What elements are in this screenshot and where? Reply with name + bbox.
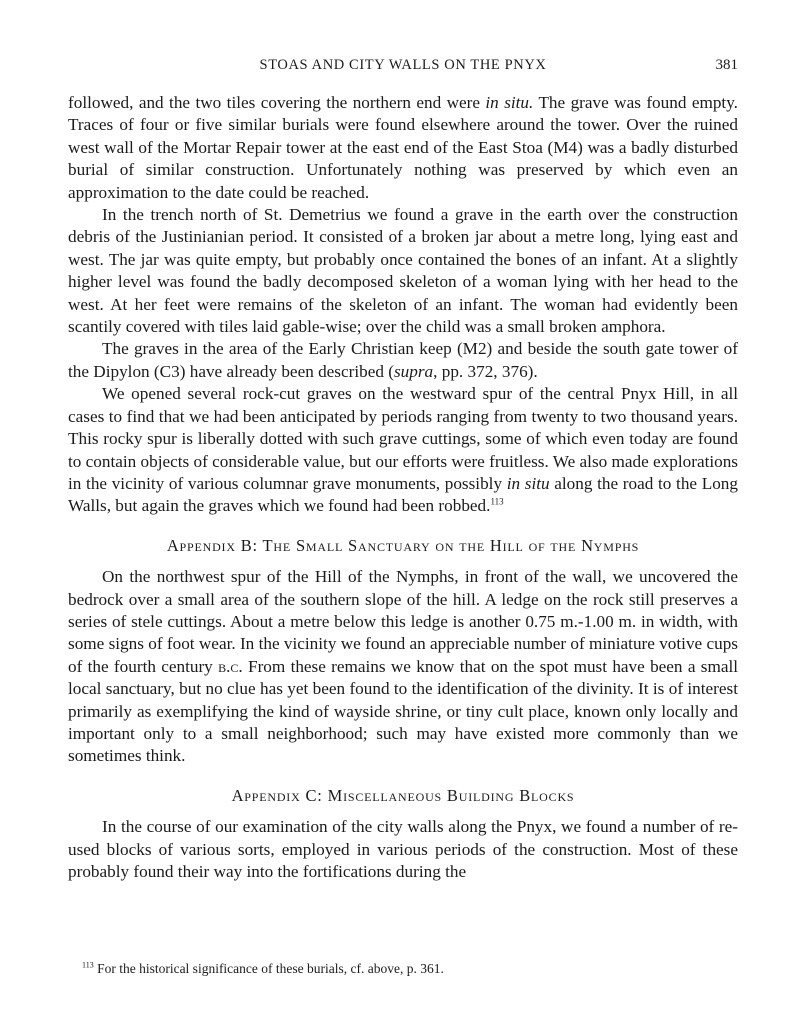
text-run: The grave was found empty. Traces of four or five similar burials were found elsewhere around the tower. Over the ruined west wall of the Mortar Repair tower at the east end of the East Stoa (M4) was a badly disturbed burial of similar construction. Unfortunately nothing was preserved by which even an approximation to the date could be reached. [68, 93, 738, 202]
paragraph-1 [68, 92, 738, 204]
footnote-number: 113 [82, 960, 94, 970]
footnote-text: For the historical significance of these burials, cf. above, p. 361. [93, 961, 444, 976]
italic-run: supra [393, 361, 434, 381]
appendix-b-heading: Appendix B: The Small Sanctuary on the Hill of the Nymphs [166, 535, 640, 555]
paragraph-4 [68, 383, 738, 517]
paragraph-6 [68, 816, 738, 883]
running-head [68, 57, 738, 79]
page-number: 381 [715, 57, 738, 73]
paragraph-3 [68, 338, 738, 383]
footnote-reference[interactable]: 113 [490, 496, 504, 507]
text-run: followed, and the two tiles covering the northern end were [68, 93, 486, 112]
paragraph-5 [68, 566, 738, 768]
appendix-c-heading: Appendix C: Miscellaneous Building Blocks [231, 785, 575, 805]
text-run: The graves in the area of the Early Christian keep (M2) and beside the south gate tower of the Dipylon (C3) have already been described ( [68, 339, 738, 381]
italic-run: in situ. [485, 93, 534, 112]
smallcaps-run: b.c. [218, 656, 243, 676]
paragraph-2 [68, 204, 738, 338]
text-run: , pp. 372, 376). [433, 361, 538, 381]
italic-run: in situ [506, 473, 550, 493]
text-run: In the trench north of St. Demetrius we found a grave in the earth over the construction debris of the Justinianian period. It consisted of a broken jar about a metre long, lying east and west. The jar was quite empty, but probably once contained the bones of an infant. At a slightly higher level was found the badly decomposed skeleton of a woman lying with her head to the west. At her feet were remains of the skeleton of an infant. The woman had evidently been scantily covered with tiles laid gable-wise; over the child was a small broken amphora. [68, 205, 738, 337]
footnote [82, 960, 738, 978]
text-run: along the road to the Long Walls, but again the graves which we found had been robbed. [68, 473, 738, 516]
body-text [68, 92, 738, 883]
text-run: In the course of our examination of the city walls along the Pnyx, we found a number of re-used blocks of various sorts, employed in various periods of the construction. Most of these probably found their way into the fortifications during the [68, 817, 738, 881]
text-run: We opened several rock-cut graves on the westward spur of the central Pnyx Hill, in all cases to find that we had been anticipated by periods ranging from twenty to two thousand years. This rocky spur is liberally dotted with such grave cuttings, some of which even today are found to contain objects of considerable value, but our efforts were fruitless. We also made explorations in the vicinity of various columnar grave monuments, possibly [68, 384, 739, 493]
text-run: From these remains we know that on the spot must have been a small local sanctuary, but no clue has yet been found to the identification of the divinity. It is of interest primarily as exemplifying the kind of wayside shrine, or tiny cult place, known only locally and important only to a small neighborhood; such may have existed more commonly than we sometimes think. [68, 656, 738, 766]
text-run: On the northwest spur of the Hill of the Nymphs, in front of the wall, we uncovered the bedrock over a small area of the southern slope of the hill. A ledge on the rock still preserves a series of stele cuttings. About a metre below this ledge is another 0.75 m.-1.00 m. in width, with some signs of foot wear. In the vicinity we found an appreciable number of miniature votive cups of the fourth century [68, 567, 738, 676]
running-title: STOAS AND CITY WALLS ON THE PNYX [259, 57, 547, 73]
